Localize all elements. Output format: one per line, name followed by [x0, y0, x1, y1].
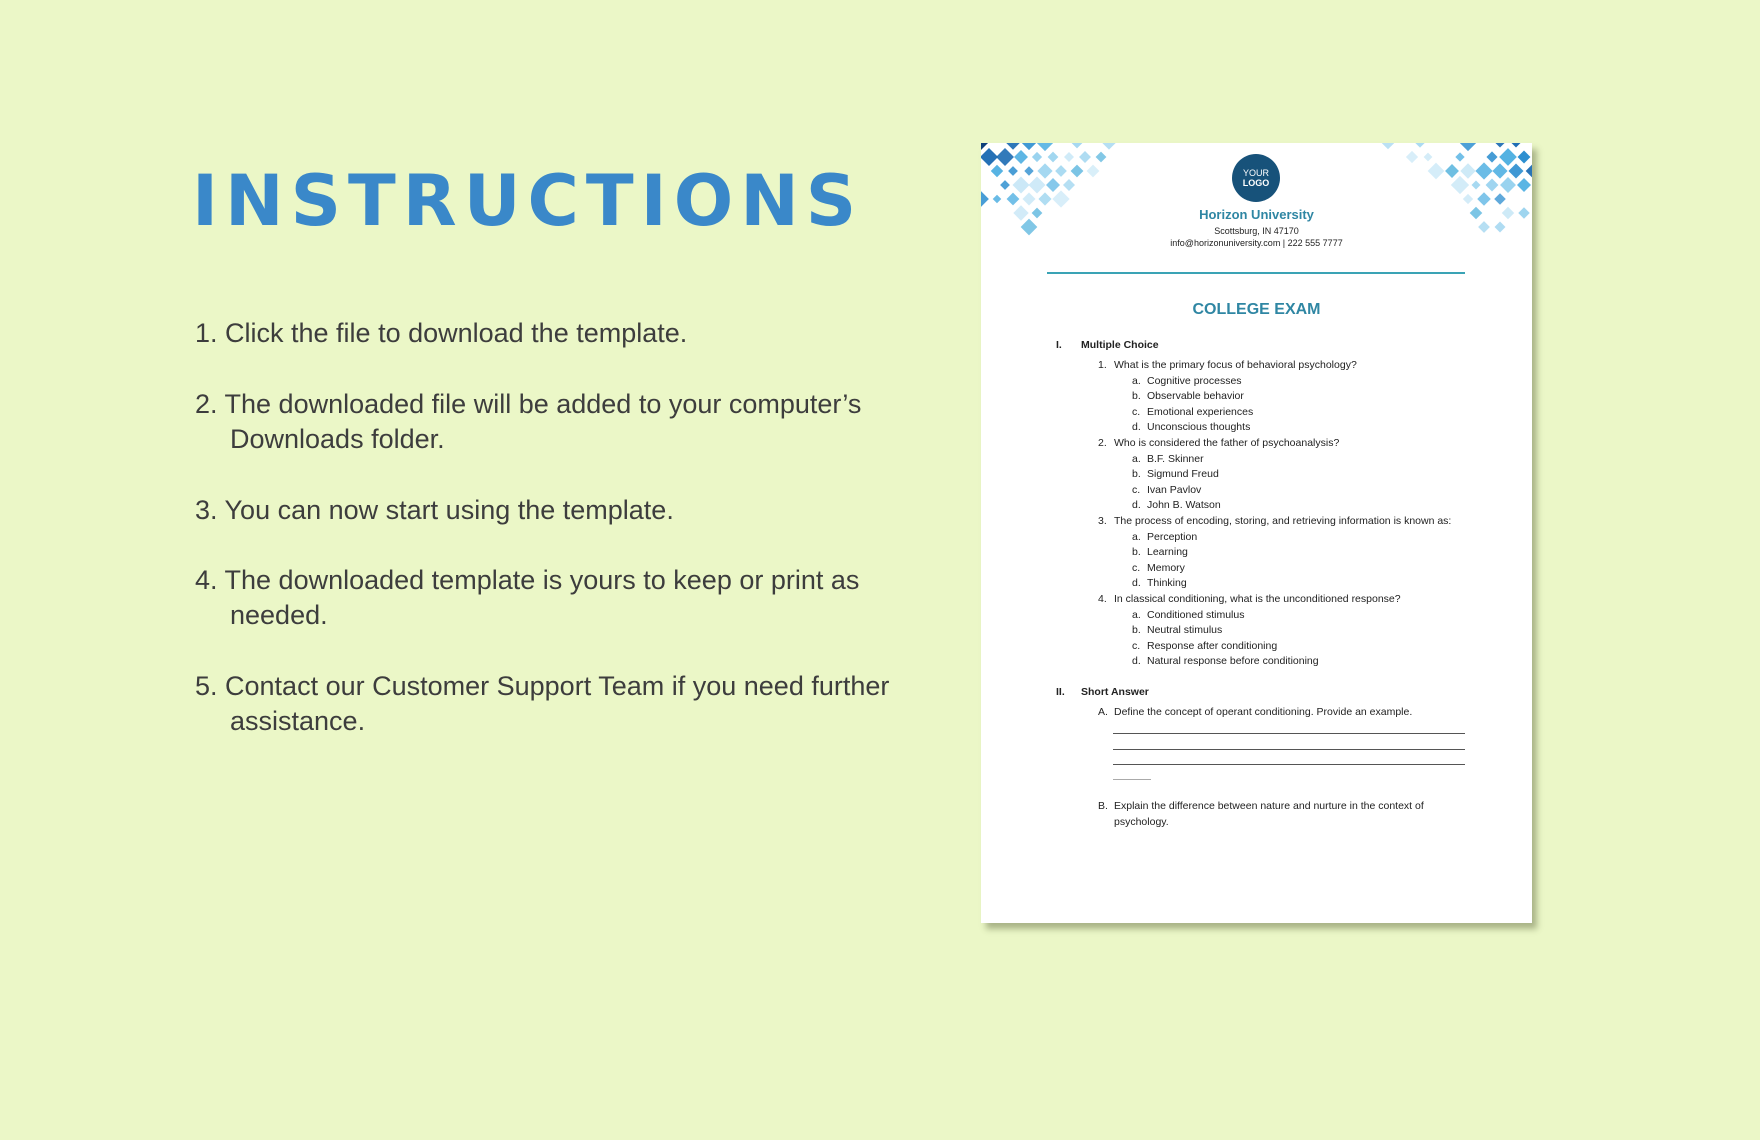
diamond-shape [1063, 179, 1075, 191]
diamond-shape [1032, 152, 1042, 162]
diamond-shape [1064, 152, 1074, 162]
answer-option-number: b. [1132, 468, 1141, 481]
answer-option-number: a. [1132, 374, 1141, 387]
diamond-shape [1460, 163, 1475, 178]
diamond-shape [981, 148, 998, 166]
question-text: Who is considered the father of psychoanalysis? [1114, 437, 1340, 449]
diamond-shape [1460, 143, 1476, 151]
answer-line [1113, 749, 1465, 750]
instruction-step [195, 563, 859, 633]
diamond-shape [996, 148, 1014, 166]
instruction-step [195, 493, 674, 528]
diamond-shape [1499, 148, 1517, 166]
university-address: Scottsburg, IN 47170 [1214, 226, 1299, 236]
diamond-shape [993, 195, 1002, 204]
step-text: 1. Click the file to download the template. [195, 318, 688, 348]
answer-option-number: d. [1132, 499, 1141, 512]
instruction-step [195, 669, 889, 739]
section-heading-number: I. [1056, 339, 1062, 351]
step-text: 5. Contact our Customer Support Team if you need further [195, 671, 890, 701]
step-text: 4. The downloaded template is yours to keep or print as [195, 565, 860, 595]
diamond-shape [981, 143, 988, 150]
diamond-shape [1424, 153, 1433, 162]
diamond-shape [1477, 192, 1491, 206]
step-text-continued: assistance. [230, 706, 366, 736]
section-heading-text: Multiple Choice [1081, 339, 1159, 351]
diamond-shape [1382, 143, 1395, 149]
short-answer-question-continued: psychology. [1114, 816, 1169, 828]
answer-option-text: B.F. Skinner [1147, 452, 1204, 465]
answer-option-text: Natural response before conditioning [1147, 655, 1319, 668]
diamond-shape [1463, 194, 1473, 204]
diamond-shape [1028, 176, 1045, 193]
diamond-shape [1037, 163, 1052, 178]
diamond-shape [1006, 143, 1019, 150]
short-answer-question-text: Define the concept of operant conditioning. Provide an example. [1114, 706, 1413, 718]
answer-option-number: b. [1132, 390, 1141, 403]
diamond-shape [1451, 176, 1469, 194]
question-text: The process of encoding, storing, and retrieving information is known as: [1114, 515, 1452, 527]
diamond-shape [1087, 165, 1100, 178]
diamond-shape [1037, 143, 1053, 151]
answer-option-text: Thinking [1147, 577, 1187, 590]
answer-option-text: Observable behavior [1147, 390, 1244, 403]
diamond-shape [1014, 150, 1028, 164]
question-text: What is the primary focus of behavioral psychology? [1114, 359, 1357, 371]
document-preview[interactable] [981, 143, 1532, 923]
answer-option-number: d. [1132, 421, 1141, 434]
diamond-shape [1518, 151, 1531, 164]
instruction-step [195, 387, 861, 457]
answer-option-text: Emotional experiences [1147, 405, 1254, 418]
answer-option-text: Sigmund Freud [1147, 468, 1219, 481]
diamond-shape [1096, 152, 1107, 163]
question-number: 4. [1098, 593, 1107, 605]
diamond-shape [1445, 164, 1459, 178]
diamond-shape [1475, 162, 1492, 179]
answer-option-text: John B. Watson [1147, 499, 1221, 512]
diamond-shape [1486, 179, 1499, 192]
diamond-shape [1079, 151, 1091, 163]
exam-title: COLLEGE EXAM [1192, 301, 1321, 318]
diamond-shape [1406, 151, 1418, 163]
logo-placeholder: YOUR LOGO [1232, 154, 1280, 202]
step-text-continued: needed. [230, 600, 328, 630]
answer-line [1113, 764, 1465, 765]
diamond-shape [1102, 143, 1115, 150]
diamond-shape [1022, 192, 1035, 205]
step-text-continued: Downloads folder. [230, 424, 445, 454]
diamond-shape [1024, 166, 1033, 175]
answer-option-number: d. [1132, 655, 1141, 668]
diamond-shape [1048, 152, 1059, 163]
diamond-shape [1000, 180, 1010, 190]
diamond-shape [1415, 143, 1424, 148]
diamond-shape [991, 165, 1003, 177]
answer-option-number: a. [1132, 452, 1141, 465]
answer-option-number: d. [1132, 577, 1141, 590]
answer-option-text: Learning [1147, 546, 1188, 559]
diamond-shape [1046, 178, 1060, 192]
diamond-shape [1517, 178, 1531, 192]
diamond-shape [1013, 177, 1030, 194]
answer-line [1113, 733, 1465, 734]
answer-option-text: Response after conditioning [1147, 639, 1278, 652]
step-text: 2. The downloaded file will be added to your computer’s [195, 389, 862, 419]
diamond-shape [1500, 177, 1516, 193]
question-number: 3. [1098, 515, 1107, 527]
diamond-shape [1495, 143, 1504, 148]
answer-option-number: b. [1132, 624, 1141, 637]
diamond-shape [1492, 163, 1507, 178]
university-contact: info@horizonuniversity.com | 222 555 7777 [1170, 238, 1343, 248]
answer-option-number: b. [1132, 546, 1141, 559]
question-number: 1. [1098, 359, 1107, 371]
diamond-shape [1008, 166, 1018, 176]
answer-option-text: Ivan Pavlov [1147, 483, 1202, 496]
answer-option-number: c. [1132, 561, 1141, 574]
answer-option-text: Memory [1147, 561, 1185, 574]
answer-option-text: Unconscious thoughts [1147, 421, 1251, 434]
short-answer-question-text: Explain the difference between nature and nurture in the context of [1114, 800, 1424, 812]
diamond-shape [1022, 143, 1036, 150]
diamond-shape [1472, 181, 1481, 190]
question-text: In classical conditioning, what is the unconditioned response? [1114, 593, 1401, 605]
answer-option-text: Perception [1147, 530, 1198, 543]
short-answer-question-number: B. [1098, 800, 1108, 812]
section-heading-text: Short Answer [1081, 686, 1149, 698]
step-text: 3. You can now start using the template. [195, 495, 674, 525]
short-answer-question-number: A. [1098, 706, 1108, 718]
answer-option-number: c. [1132, 483, 1141, 496]
diamond-shape [1511, 143, 1520, 148]
diamond-shape [1494, 193, 1506, 205]
diamond-shape [1007, 193, 1020, 206]
instruction-step [195, 316, 687, 351]
answer-option-text: Conditioned stimulus [1147, 608, 1245, 621]
instructions-title: INSTRUCTIONS [192, 160, 864, 242]
diamond-shape [1455, 152, 1464, 161]
diamond-shape [1052, 190, 1069, 207]
answer-option-number: a. [1132, 530, 1141, 543]
diamond-shape [1428, 163, 1445, 180]
header-divider [1047, 272, 1465, 274]
diamond-shape [1071, 165, 1084, 178]
answer-option-number: a. [1132, 608, 1141, 621]
answer-option-number: c. [1132, 639, 1141, 652]
answer-option-text: Cognitive processes [1147, 374, 1242, 387]
diamond-shape [1486, 151, 1497, 162]
answer-option-text: Neutral stimulus [1147, 624, 1223, 637]
answer-option-number: c. [1132, 405, 1141, 418]
diamond-shape [1038, 192, 1051, 205]
diamond-shape [1072, 143, 1083, 148]
university-name: Horizon University [1199, 207, 1314, 222]
diamond-shape [981, 191, 989, 207]
answer-line [1113, 779, 1151, 780]
question-number: 2. [1098, 437, 1107, 449]
diamond-shape [1055, 165, 1067, 177]
diamond-shape [1526, 165, 1532, 178]
section-heading-number: II. [1056, 686, 1065, 698]
diamond-shape [1508, 163, 1523, 178]
